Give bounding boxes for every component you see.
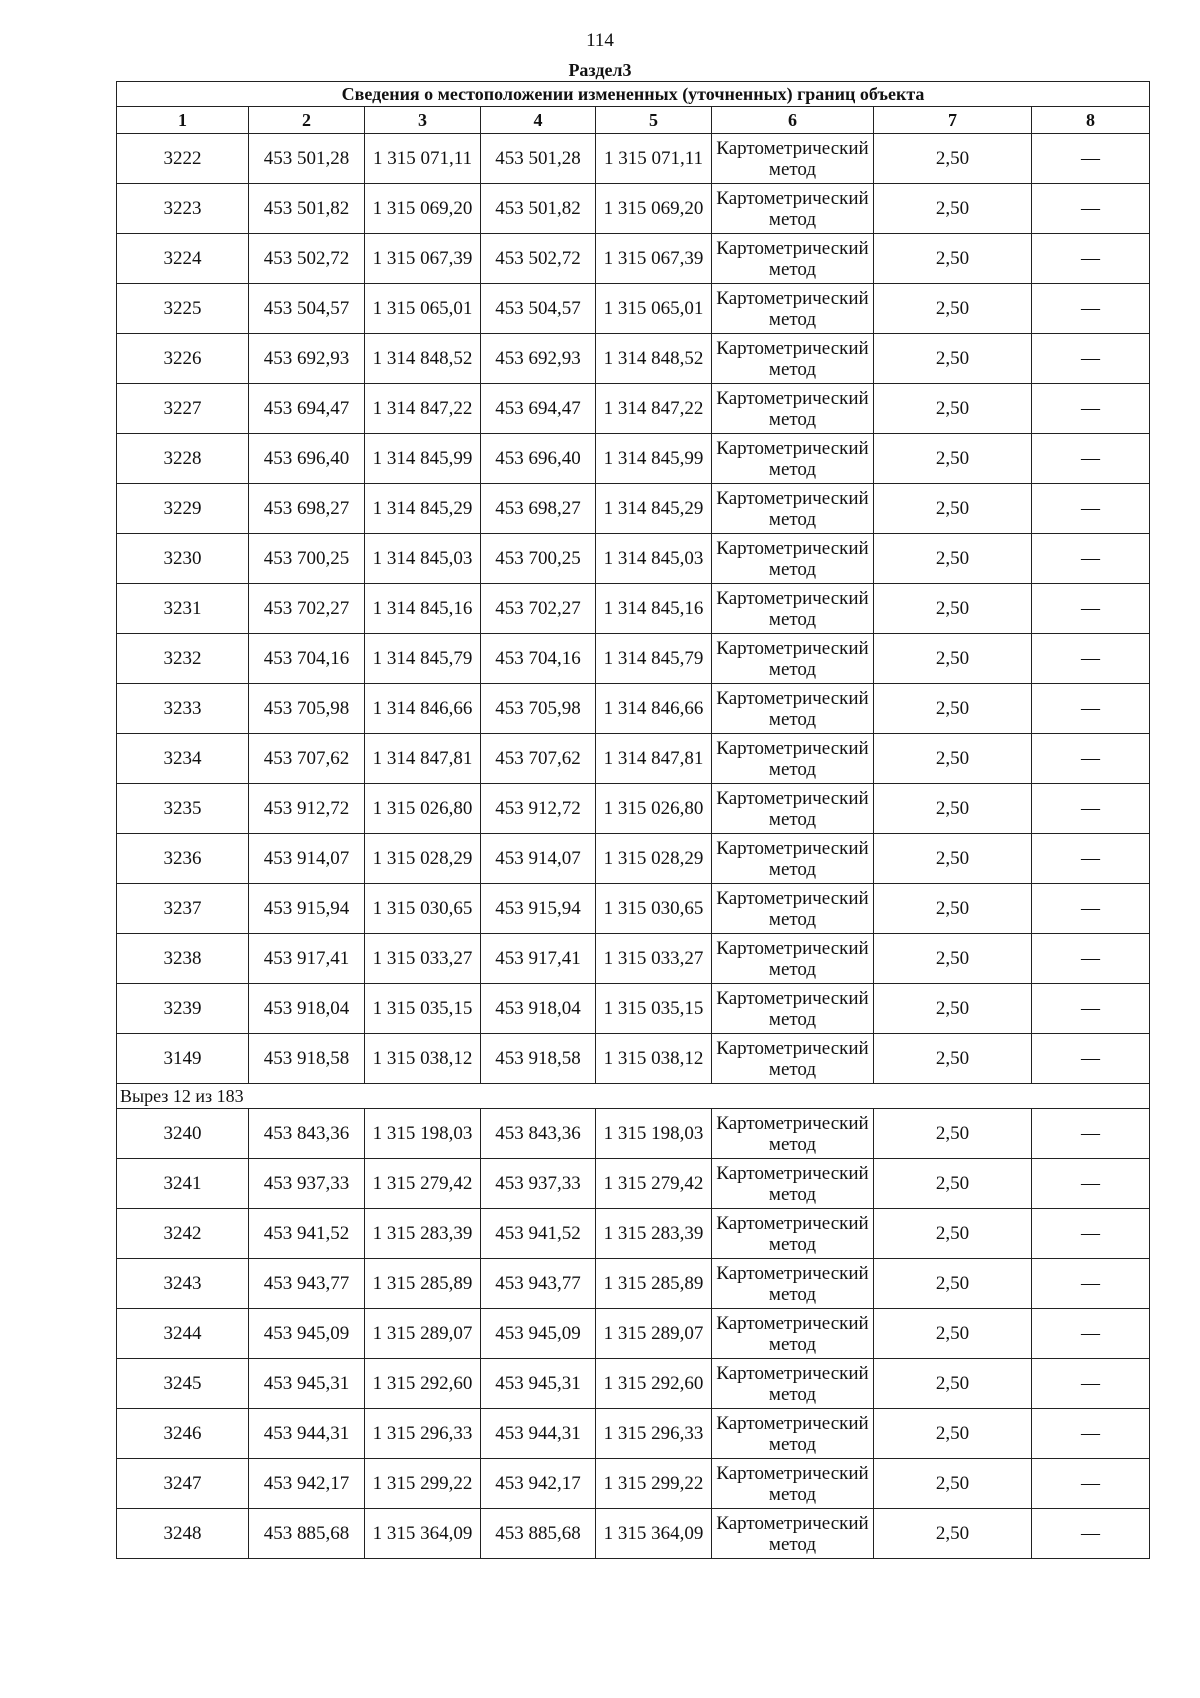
table-cell: 2,50: [874, 1459, 1032, 1509]
table-cell: —: [1032, 284, 1150, 334]
table-cell: 453 501,82: [481, 184, 596, 234]
table-cell: Картометрический метод: [712, 884, 874, 934]
table-cell: 453 692,93: [249, 334, 365, 384]
table-row: [117, 1509, 1150, 1559]
table-cell: 1 315 035,15: [365, 984, 481, 1034]
table-row: [117, 834, 1150, 884]
table-cell: 3237: [117, 884, 249, 934]
table-cell: Картометрический метод: [712, 484, 874, 534]
table-cell: 1 315 071,11: [365, 134, 481, 184]
table-cell: Картометрический метод: [712, 1409, 874, 1459]
table-cell: 2,50: [874, 284, 1032, 334]
table-row: [117, 634, 1150, 684]
table-row: [117, 234, 1150, 284]
table-cell: Картометрический метод: [712, 834, 874, 884]
table-cell: —: [1032, 634, 1150, 684]
table-cell: —: [1032, 984, 1150, 1034]
table-cell: 1 314 845,29: [365, 484, 481, 534]
table-cell: 1 315 067,39: [596, 234, 712, 284]
table-cell: 2,50: [874, 1309, 1032, 1359]
table-cell: —: [1032, 934, 1150, 984]
table-cell: —: [1032, 834, 1150, 884]
table-cell: Картометрический метод: [712, 934, 874, 984]
table-cell: 1 315 283,39: [365, 1209, 481, 1259]
table-cell: 1 315 289,07: [596, 1309, 712, 1359]
table-cell: 3235: [117, 784, 249, 834]
table-row: [117, 1209, 1150, 1259]
table-cell: 1 315 296,33: [596, 1409, 712, 1459]
table-cell: 1 314 847,22: [596, 384, 712, 434]
table-cell: 1 315 069,20: [596, 184, 712, 234]
table-row: [117, 1034, 1150, 1084]
table-cell: 453 915,94: [481, 884, 596, 934]
table-cell: 453 918,04: [481, 984, 596, 1034]
table-cell: 1 315 289,07: [365, 1309, 481, 1359]
table-cell: 1 314 847,22: [365, 384, 481, 434]
table-cell: 2,50: [874, 1359, 1032, 1409]
table-cell: Картометрический метод: [712, 1034, 874, 1084]
table-cell: Картометрический метод: [712, 1509, 874, 1559]
table-cell: —: [1032, 1459, 1150, 1509]
table-cell: 453 704,16: [249, 634, 365, 684]
table-cell: 3228: [117, 434, 249, 484]
table-cell: 453 917,41: [481, 934, 596, 984]
table-cell: Картометрический метод: [712, 634, 874, 684]
table-row: [117, 1459, 1150, 1509]
table-cell: 453 504,57: [249, 284, 365, 334]
table-cell: 2,50: [874, 1509, 1032, 1559]
table-cell: 453 918,58: [481, 1034, 596, 1084]
section-title: Раздел3: [568, 60, 632, 80]
table-cell: 453 694,47: [249, 384, 365, 434]
table-cell: 3247: [117, 1459, 249, 1509]
table-cell: 1 314 845,79: [365, 634, 481, 684]
table-cell: 2,50: [874, 634, 1032, 684]
table-cell: 1 315 296,33: [365, 1409, 481, 1459]
table-cell: 453 945,09: [249, 1309, 365, 1359]
table-cell: 453 945,31: [481, 1359, 596, 1409]
table-cell: —: [1032, 1209, 1150, 1259]
column-header: 5: [596, 107, 712, 134]
table-cell: 1 314 845,03: [365, 534, 481, 584]
table-cell: —: [1032, 184, 1150, 234]
table-cell: 3234: [117, 734, 249, 784]
table-cell: Картометрический метод: [712, 184, 874, 234]
table-cell: 3239: [117, 984, 249, 1034]
table-cell: —: [1032, 1359, 1150, 1409]
table-cell: 2,50: [874, 1259, 1032, 1309]
table-cell: Картометрический метод: [712, 534, 874, 584]
table-cell: 1 315 026,80: [365, 784, 481, 834]
table-cell: 1 315 285,89: [365, 1259, 481, 1309]
table-cell: 1 315 292,60: [365, 1359, 481, 1409]
table-cell: 453 885,68: [481, 1509, 596, 1559]
table-cell: 1 314 847,81: [365, 734, 481, 784]
table-cell: 1 315 283,39: [596, 1209, 712, 1259]
table-cell: 453 707,62: [249, 734, 365, 784]
table-cell: 1 315 065,01: [596, 284, 712, 334]
table-cell: 1 315 198,03: [365, 1109, 481, 1159]
table-cell: —: [1032, 1034, 1150, 1084]
table-cell: —: [1032, 684, 1150, 734]
table-row: [117, 884, 1150, 934]
table-cell: 2,50: [874, 134, 1032, 184]
table-cell: 3149: [117, 1034, 249, 1084]
column-header: 2: [249, 107, 365, 134]
table-row: [117, 1409, 1150, 1459]
table-row: [117, 1109, 1150, 1159]
table-cell: 2,50: [874, 234, 1032, 284]
table-row: [117, 784, 1150, 834]
table-cell: Картометрический метод: [712, 1159, 874, 1209]
column-header: 4: [481, 107, 596, 134]
table-cell: 453 941,52: [249, 1209, 365, 1259]
table-cell: —: [1032, 1409, 1150, 1459]
table-cell: —: [1032, 484, 1150, 534]
table-cell: 453 943,77: [249, 1259, 365, 1309]
table-caption: Сведения о местоположении измененных (уточненных) границ объекта: [117, 82, 1150, 107]
table-cell: —: [1032, 134, 1150, 184]
table-cell: 3238: [117, 934, 249, 984]
table-cell: 2,50: [874, 734, 1032, 784]
table-cell: 453 501,28: [481, 134, 596, 184]
table-cell: 1 315 026,80: [596, 784, 712, 834]
table-cell: 2,50: [874, 834, 1032, 884]
table-cell: 453 702,27: [249, 584, 365, 634]
table-cell: 453 944,31: [249, 1409, 365, 1459]
table-cell: 453 918,04: [249, 984, 365, 1034]
table-cell: —: [1032, 234, 1150, 284]
page-number: 114: [586, 30, 614, 51]
table-cell: Картометрический метод: [712, 1359, 874, 1409]
table-cell: 3229: [117, 484, 249, 534]
table-cell: 3244: [117, 1309, 249, 1359]
table-cell: —: [1032, 1259, 1150, 1309]
table-cell: 3230: [117, 534, 249, 584]
table-cell: 3232: [117, 634, 249, 684]
table-cell: 3236: [117, 834, 249, 884]
table-cell: 453 942,17: [481, 1459, 596, 1509]
table-cell: 1 314 847,81: [596, 734, 712, 784]
table-row: [117, 1159, 1150, 1209]
table-cell: 453 502,72: [481, 234, 596, 284]
table-cell: Картометрический метод: [712, 1309, 874, 1359]
table-cell: 3248: [117, 1509, 249, 1559]
table-row: [117, 984, 1150, 1034]
table-cell: 453 700,25: [249, 534, 365, 584]
table-cell: 453 937,33: [249, 1159, 365, 1209]
table-cell: 2,50: [874, 184, 1032, 234]
table-cell: 1 315 299,22: [365, 1459, 481, 1509]
table-cell: 2,50: [874, 334, 1032, 384]
table-cell: 3222: [117, 134, 249, 184]
table-cell: 453 944,31: [481, 1409, 596, 1459]
table-cell: 1 315 364,09: [365, 1509, 481, 1559]
table-cell: 1 315 069,20: [365, 184, 481, 234]
table-cell: —: [1032, 1509, 1150, 1559]
table-cell: 453 945,09: [481, 1309, 596, 1359]
column-header: 1: [117, 107, 249, 134]
table-cell: —: [1032, 784, 1150, 834]
table-row: [117, 134, 1150, 184]
table-cell: —: [1032, 1309, 1150, 1359]
table-cell: —: [1032, 534, 1150, 584]
column-header: 6: [712, 107, 874, 134]
table-cell: 453 843,36: [481, 1109, 596, 1159]
table-cell: 2,50: [874, 484, 1032, 534]
table-cell: —: [1032, 384, 1150, 434]
table-cell: Картометрический метод: [712, 684, 874, 734]
table-cell: —: [1032, 584, 1150, 634]
table-row: [117, 684, 1150, 734]
table-row: [117, 434, 1150, 484]
table-cell: 1 315 279,42: [365, 1159, 481, 1209]
table-cell: —: [1032, 1159, 1150, 1209]
table-cell: 1 315 035,15: [596, 984, 712, 1034]
table-cell: 1 315 028,29: [596, 834, 712, 884]
table-cell: 2,50: [874, 984, 1032, 1034]
table-cell: 453 704,16: [481, 634, 596, 684]
table-cell: 2,50: [874, 1159, 1032, 1209]
table-cell: 1 315 364,09: [596, 1509, 712, 1559]
table-cell: 453 705,98: [481, 684, 596, 734]
table-cell: 453 698,27: [481, 484, 596, 534]
table-cell: 2,50: [874, 1034, 1032, 1084]
table-cell: Картометрический метод: [712, 1259, 874, 1309]
table-cell: 3223: [117, 184, 249, 234]
table-cell: 3242: [117, 1209, 249, 1259]
table-cell: Картометрический метод: [712, 334, 874, 384]
table-cell: 1 315 038,12: [596, 1034, 712, 1084]
table-cell: 453 694,47: [481, 384, 596, 434]
table-cell: Картометрический метод: [712, 284, 874, 334]
table-caption-row: [117, 82, 1150, 107]
table-cell: 453 914,07: [249, 834, 365, 884]
table-cell: 1 315 198,03: [596, 1109, 712, 1159]
table-cell: 1 314 846,66: [596, 684, 712, 734]
table-cell: Картометрический метод: [712, 234, 874, 284]
table-cell: Картометрический метод: [712, 584, 874, 634]
table-cell: 2,50: [874, 534, 1032, 584]
table-cell: 453 700,25: [481, 534, 596, 584]
table-row: [117, 734, 1150, 784]
table-cell: 453 914,07: [481, 834, 596, 884]
table-cell: 1 315 033,27: [365, 934, 481, 984]
table-cell: 1 314 845,16: [365, 584, 481, 634]
table-cell: —: [1032, 734, 1150, 784]
table-cell: Картометрический метод: [712, 734, 874, 784]
table-cell: Картометрический метод: [712, 984, 874, 1034]
table-cell: 2,50: [874, 1409, 1032, 1459]
coordinates-table: [116, 81, 1150, 1559]
table-cell: 1 314 845,99: [365, 434, 481, 484]
table-cell: Картометрический метод: [712, 134, 874, 184]
table-cell: 2,50: [874, 584, 1032, 634]
table-row: [117, 1309, 1150, 1359]
table-row: [117, 334, 1150, 384]
table-cell: 3231: [117, 584, 249, 634]
table-cell: 453 502,72: [249, 234, 365, 284]
table-cell: 3226: [117, 334, 249, 384]
table-cell: 453 943,77: [481, 1259, 596, 1309]
table-cell: 1 315 065,01: [365, 284, 481, 334]
table-cell: 1 314 845,79: [596, 634, 712, 684]
table-cell: 453 696,40: [249, 434, 365, 484]
table-cell: 2,50: [874, 1209, 1032, 1259]
table-header-row: [117, 107, 1150, 134]
table-cell: 453 945,31: [249, 1359, 365, 1409]
table-cell: 453 941,52: [481, 1209, 596, 1259]
table-row: [117, 534, 1150, 584]
table-row: [117, 1259, 1150, 1309]
table-cell: 1 315 299,22: [596, 1459, 712, 1509]
table-cell: 453 942,17: [249, 1459, 365, 1509]
table-cell: —: [1032, 884, 1150, 934]
table-cell: Картометрический метод: [712, 1209, 874, 1259]
table-cell: 3245: [117, 1359, 249, 1409]
table-cell: Картометрический метод: [712, 784, 874, 834]
table-cell: —: [1032, 334, 1150, 384]
table-cell: —: [1032, 1109, 1150, 1159]
table-cell: 453 885,68: [249, 1509, 365, 1559]
table-cell: 453 702,27: [481, 584, 596, 634]
table-cell: 1 315 285,89: [596, 1259, 712, 1309]
section-note: Вырез 12 из 183: [117, 1084, 1150, 1109]
table-cell: 1 314 848,52: [596, 334, 712, 384]
table-cell: 3243: [117, 1259, 249, 1309]
table-cell: 1 314 845,16: [596, 584, 712, 634]
table-cell: Картометрический метод: [712, 384, 874, 434]
table-cell: 1 315 030,65: [365, 884, 481, 934]
table-cell: Картометрический метод: [712, 1459, 874, 1509]
table-cell: 3227: [117, 384, 249, 434]
table-cell: 2,50: [874, 784, 1032, 834]
table-cell: 1 314 848,52: [365, 334, 481, 384]
table-cell: 1 315 028,29: [365, 834, 481, 884]
table-cell: 3225: [117, 284, 249, 334]
table-cell: 453 696,40: [481, 434, 596, 484]
table-cell: 1 314 845,99: [596, 434, 712, 484]
column-header: 7: [874, 107, 1032, 134]
table-cell: 453 504,57: [481, 284, 596, 334]
table-cell: Картометрический метод: [712, 434, 874, 484]
table-cell: 1 314 846,66: [365, 684, 481, 734]
table-cell: 2,50: [874, 1109, 1032, 1159]
table-cell: 453 705,98: [249, 684, 365, 734]
table-row: [117, 584, 1150, 634]
table-cell: 453 692,93: [481, 334, 596, 384]
table-cell: 1 315 033,27: [596, 934, 712, 984]
table-cell: Картометрический метод: [712, 1109, 874, 1159]
table-cell: 453 698,27: [249, 484, 365, 534]
table-cell: 453 501,28: [249, 134, 365, 184]
table-cell: 453 918,58: [249, 1034, 365, 1084]
table-row: [117, 484, 1150, 534]
table-cell: 1 315 038,12: [365, 1034, 481, 1084]
table-cell: 1 315 279,42: [596, 1159, 712, 1209]
table-cell: 1 314 845,29: [596, 484, 712, 534]
table-cell: 2,50: [874, 384, 1032, 434]
table-cell: 453 915,94: [249, 884, 365, 934]
table-cell: 453 843,36: [249, 1109, 365, 1159]
table-cell: 1 315 030,65: [596, 884, 712, 934]
section-note-row: [117, 1084, 1150, 1109]
table-cell: 3233: [117, 684, 249, 734]
table-cell: 1 314 845,03: [596, 534, 712, 584]
table-row: [117, 284, 1150, 334]
column-header: 8: [1032, 107, 1150, 134]
table-cell: 2,50: [874, 684, 1032, 734]
table-row: [117, 934, 1150, 984]
column-header: 3: [365, 107, 481, 134]
table-cell: 1 315 292,60: [596, 1359, 712, 1409]
table-cell: —: [1032, 434, 1150, 484]
table-cell: 453 937,33: [481, 1159, 596, 1209]
table-cell: 453 917,41: [249, 934, 365, 984]
table-cell: 1 315 067,39: [365, 234, 481, 284]
table-cell: 453 707,62: [481, 734, 596, 784]
table-cell: 2,50: [874, 934, 1032, 984]
table-cell: 1 315 071,11: [596, 134, 712, 184]
table-cell: 453 501,82: [249, 184, 365, 234]
table-row: [117, 1359, 1150, 1409]
table-cell: 3240: [117, 1109, 249, 1159]
table-cell: 3241: [117, 1159, 249, 1209]
table-row: [117, 384, 1150, 434]
table-row: [117, 184, 1150, 234]
table-cell: 453 912,72: [249, 784, 365, 834]
table-cell: 2,50: [874, 884, 1032, 934]
table-cell: 453 912,72: [481, 784, 596, 834]
table-cell: 2,50: [874, 434, 1032, 484]
table-cell: 3224: [117, 234, 249, 284]
table-cell: 3246: [117, 1409, 249, 1459]
